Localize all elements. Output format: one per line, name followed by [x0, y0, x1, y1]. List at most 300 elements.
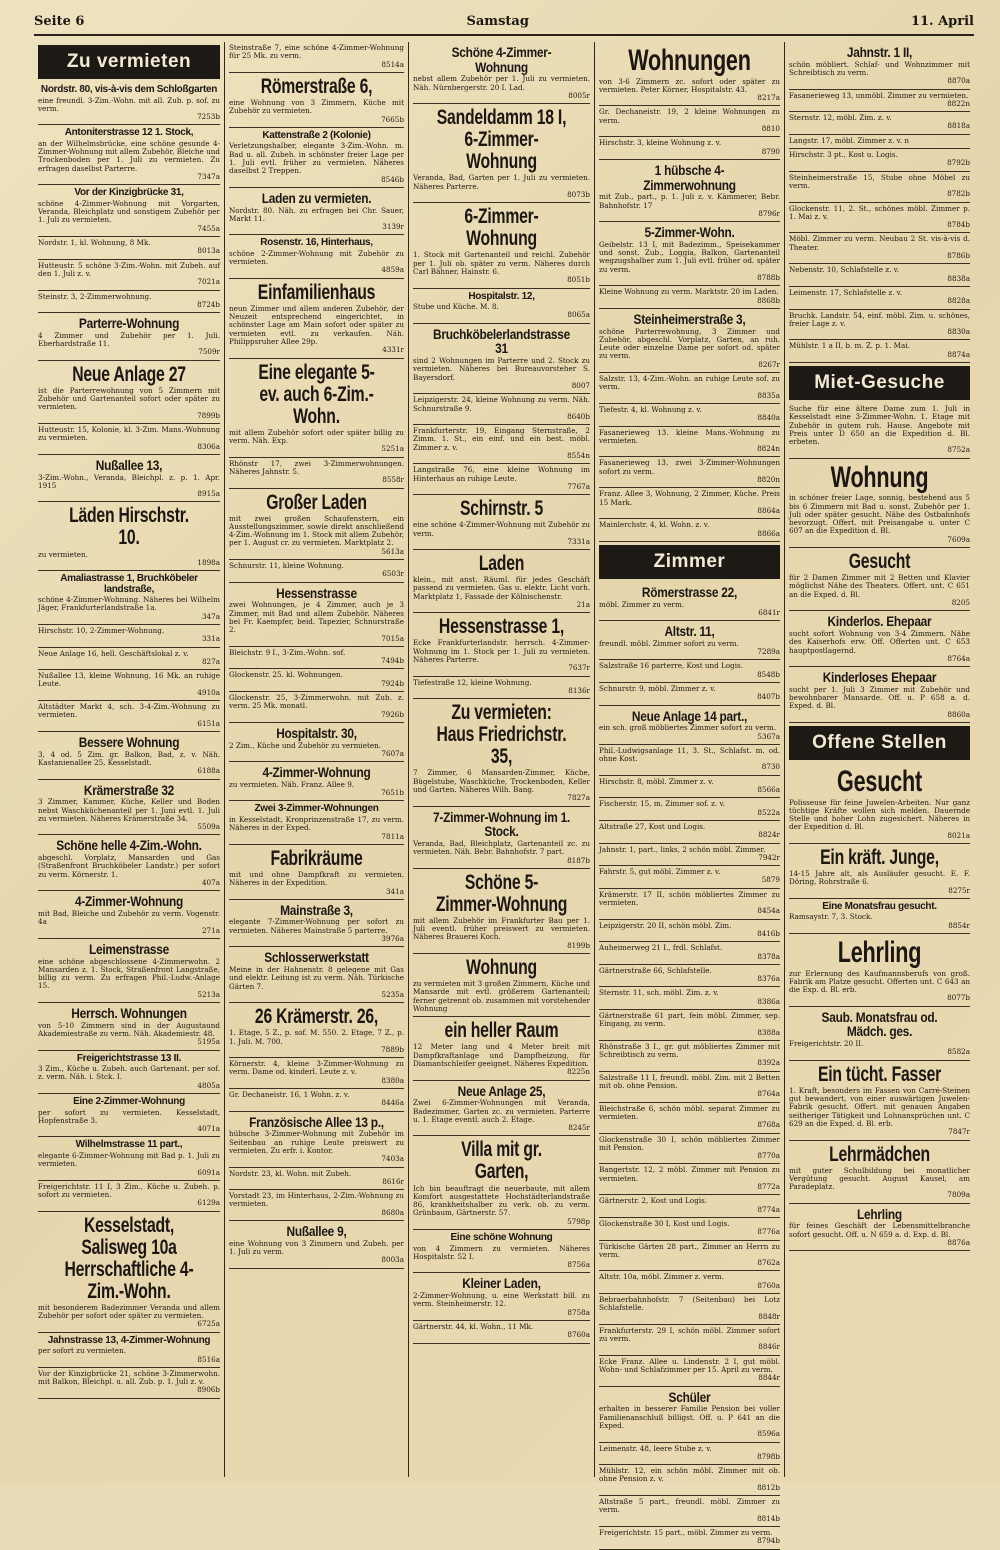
ad-headline: Steinheimerstraße 3,: [633, 310, 746, 327]
ad-reference: 8596a: [757, 1429, 780, 1439]
page-number: Seite 6: [34, 13, 85, 29]
ad-body: Hirschstr. 10, 2-Zimmer-Wohnung.: [38, 626, 165, 635]
classified-ad: [229, 188, 404, 236]
ad-headline: Wohnung: [466, 956, 537, 980]
classified-ad: [229, 947, 404, 1003]
column-1: [34, 42, 224, 1477]
ad-reference: 8835a: [757, 390, 780, 400]
classified-ad: [38, 891, 220, 939]
ad-body: 7 Zimmer, 6 Mansarden-Zimmer, Küche, Bügelstube, Waschküche, Trockenboden, Keller und Garten. Näheres Wilh. Bang.: [413, 768, 590, 794]
ad-body: Steinstr. 3, 2-Zimmerwohnung.: [38, 291, 152, 301]
ad-body: Stube und Küche. M. 8.: [413, 302, 499, 312]
classified-ad: [229, 359, 404, 458]
ad-body: 3 Zim., Küche u. Zubeh. auch Gartenant. per sof. z. verm. Näh. i. Stck. I.: [38, 1064, 220, 1082]
ad-reference: 7347a: [197, 172, 220, 182]
classified-ad: [413, 1321, 590, 1344]
ad-headline: Vor der Kinzigbrücke 31,: [74, 187, 184, 199]
ad-body: 12 Meter lang und 4 Meter breit mit Dampfkraftanlage und Dampfheizung, für Diamantschleifer geeignet. Näheres Expedition.: [413, 1042, 590, 1068]
classified-ad: [229, 458, 404, 489]
ad-headline: ein heller Raum: [444, 1019, 559, 1043]
classified-ad: [38, 732, 220, 780]
ad-body: Veranda, Bad, Bleichplatz, Gartenanteil zc. zu vermieten. Näh. Bebr. Bahnhofstr. 7 part.: [413, 838, 590, 857]
classified-ad: [599, 889, 780, 920]
ad-reference: 8245r: [568, 1123, 590, 1133]
classified-ad: [229, 1221, 404, 1269]
ad-reference: 5195a: [197, 1037, 220, 1047]
ad-headline: Laden zu vermieten.: [261, 189, 372, 206]
ad-reference: 8021a: [947, 830, 970, 840]
column-4: [594, 42, 784, 1546]
ad-reference: 8854r: [948, 920, 970, 930]
ad-headline: 7-Zimmer-Wohnung im 1. Stock.: [433, 808, 570, 840]
classified-ad: [789, 403, 970, 459]
ad-reference: 8616r: [382, 1176, 404, 1186]
classified-ad: [229, 1190, 404, 1221]
classified-ad: [599, 1241, 780, 1272]
ad-reference: 8003a: [381, 1255, 404, 1265]
ad-body: 3-Zim.-Wohn., Veranda, Bleichpl. z. p. 1. Apr. 1915: [38, 472, 220, 490]
ad-body: Salzstraße 16 parterre, Kost und Logis.: [599, 661, 744, 671]
classified-ad: [789, 287, 970, 310]
ad-reference: 8554n: [567, 451, 590, 461]
ad-reference: 7924b: [381, 678, 404, 688]
ad-reference: 4805a: [197, 1080, 220, 1090]
classified-ad: [599, 1041, 780, 1072]
ad-body: sucht per 1. Juli 3 Zimmer mit Zubehör und bewohnbarer Mansarde. Off. u. P 658 a. d. Exped. d. Bl.: [789, 684, 970, 711]
ad-reference: 7289a: [757, 647, 780, 657]
ad-body: Altstraße 5 part., freundl. möbl. Zimmer zu verm.: [599, 1497, 780, 1515]
ad-reference: 8762a: [757, 1258, 780, 1268]
ad-headline: Antoniterstrasse 12 1. Stock,: [64, 127, 194, 139]
ad-reference: 8770a: [757, 1151, 780, 1161]
classified-ad: [599, 1496, 780, 1527]
classified-ad: [599, 866, 780, 889]
classified-ad: [229, 1168, 404, 1191]
ad-body: 4 Zimmer und Zubehör per 1. Juli. Eberhardstraße 11.: [38, 330, 220, 349]
classified-ad: [38, 455, 220, 503]
ad-body: mit besonderem Badezimmer Veranda und allem Zubehör per sofort oder später zu vermieten.: [38, 1302, 220, 1321]
ad-body: zu vermieten mit 3 großen Zimmern, Küche und Mansarde mit evtl. größerem Gartenanteil; ferner getrennt ob. zusammen mit vorstehender Wohnung: [413, 979, 590, 1014]
ad-reference: 8764a: [757, 1089, 780, 1099]
ad-reference: 8844r: [758, 1373, 780, 1383]
ad-headline: Neue Anlage 27: [72, 362, 186, 386]
ad-reference: 8378a: [757, 951, 780, 961]
ad-body: schöne Parterrewohnung, 3 Zimmer und Zubehör, abgeschl. Vorplatz, Garten, an ruh. Leute oder einzelne Dame per sofort od. später zu verm.: [599, 326, 780, 361]
ad-reference: 8796r: [758, 208, 780, 218]
ad-headline: Lehrling: [857, 1205, 902, 1222]
ad-body: Gärtnerstr. 2, Kost und Logis.: [599, 1196, 708, 1206]
ad-body: ein sch. groß möbliertes Zimmer sofort zu verm.: [599, 723, 777, 733]
ad-body: Bruchk. Landstr. 54, einf. möbl. Zim. u. schönes, freier Lage z. v.: [789, 310, 970, 328]
classified-ad: [38, 670, 220, 701]
ad-body: in schöner freier Lage, sonnig, bestehend aus 5 bis 6 Zimmern mit Bad u. sonst. Zubehör per 1. Juli oder später gesucht. Nähe des Ostbahnhofs bevorzugt. Offert. mit Preisangabe u. unter C 607 an die Expedition d. Bl.: [789, 493, 970, 536]
ad-headline: Eine elegante 5- ev. auch 6-Zim.-Wohn.: [258, 360, 375, 428]
ad-body: Krämerstr. 17 II, schön möbliertes Zimmer zu vermieten.: [599, 889, 780, 908]
ad-reference: 5798p: [567, 1216, 590, 1226]
ad-headline: Gesucht: [848, 550, 911, 574]
ad-headline: 26 Krämerstr. 26,: [254, 1005, 379, 1029]
classified-ad: [599, 457, 780, 488]
ad-reference: 8407b: [757, 692, 780, 702]
ad-body: Freigerichtstr. 15 part., möbl. Zimmer zu verm.: [599, 1527, 773, 1537]
classified-ad: [599, 222, 780, 286]
ad-headline: Schüler: [668, 1388, 711, 1405]
classified-ad: [599, 427, 780, 458]
ad-body: zwei Wohnungen, je 4 Zimmer, auch je 3 Zimmer, mit Bad und allem Zubehör. Näheres bei Fr. Kaempfer, beid. Tapezier, Schnurstraße 2.: [229, 600, 404, 635]
classified-ad: [599, 683, 780, 706]
classified-ad: [413, 807, 590, 869]
ad-reference: 8818a: [947, 121, 970, 131]
ad-reference: 8558r: [382, 475, 404, 485]
classified-ad: [413, 289, 590, 324]
ad-headline: Schöne helle 4-Zim.-Wohn.: [56, 837, 202, 854]
ad-body: Ecke Frankfurterlandstr. herrsch. 4-Zimmer-Wohnung im 1. Stock per 1. Juli zu vermieten. Näheres Parterre.: [413, 638, 590, 665]
ad-reference: 8798b: [757, 1451, 780, 1461]
ad-body: mit guter Schulbildung bei monatlicher Vergütung gesucht. August Kausel, am Paradeplatz.: [789, 1165, 970, 1192]
ad-reference: 8051b: [567, 275, 590, 285]
ad-body: Mühlstr. 12, ein schön möbl. Zimmer mit ob. ohne Pension z. v.: [599, 1466, 780, 1484]
ad-body: ist die Parterrewohnung von 5 Zimmern mit Zubehör und Gartenanteil sofort oder später zu vermieten.: [38, 385, 220, 412]
classified-ad: [599, 844, 780, 867]
ad-reference: 8306a: [197, 441, 220, 451]
ad-headline: Hospitalstr. 30,: [276, 724, 357, 741]
classified-ad: [413, 869, 590, 954]
ad-body: Bleichstr. 9 I., 3-Zim.-Wohn. sof.: [229, 647, 346, 657]
ad-body: Sternstr. 12, möbl. Zim. z. v.: [789, 113, 892, 123]
ad-body: Gärtnerstr. 44, kl. Wohn., 11 Mk.: [413, 1321, 534, 1331]
ad-body: Nordstr. 1, kl. Wohnung, 8 Mk.: [38, 238, 151, 248]
ad-body: nebst allem Zubehör per 1. Juli zu vermieten. Näh. Nürnbergerstr. 20 I. Lad.: [413, 74, 590, 92]
classified-ad: [229, 235, 404, 278]
ad-body: Fasanerieweg 13, zwei 3-Zimmer-Wohnungen sofort zu verm.: [599, 458, 780, 476]
ad-reference: 8824r: [758, 830, 780, 840]
classified-ad: [413, 425, 590, 464]
ad-body: Glockenstr. 11, 2. St., schönes möbl. Zimmer p. 1. Mai z. v.: [789, 203, 970, 221]
classified-ad: [38, 1003, 220, 1051]
classified-ad: [599, 1325, 780, 1356]
ad-reference: 8752a: [947, 445, 970, 455]
ad-body: Altstraße 27, Kost und Logis.: [599, 821, 706, 831]
ad-reference: 8860a: [947, 709, 970, 719]
classified-ad: [599, 519, 780, 542]
ad-reference: 7509r: [198, 347, 220, 357]
ad-reference: 8838a: [947, 273, 970, 283]
ad-reference: 7809a: [947, 1190, 970, 1200]
ad-body: Fasanerieweg 13. kleine Mans.-Wohnung zu vermieten.: [599, 427, 780, 445]
ad-reference: 3976a: [381, 934, 404, 944]
ad-reference: 8454a: [757, 906, 780, 916]
classified-ad: [789, 135, 970, 149]
ad-body: in Kesselstadt, Kronprinzenstraße 17, zu verm. Näheres in der Exped.: [229, 814, 404, 833]
ad-body: Türkische Gärten 28 part., Zimmer an Herrn zu verm.: [599, 1241, 780, 1259]
classified-ad: [38, 82, 220, 125]
classified-ad: [599, 286, 780, 309]
ad-body: Salzstraße 11 I, freundl. möbl. Zim. mit 2 Betten mit ob. ohne Pension.: [599, 1072, 780, 1091]
page-header: [34, 8, 974, 36]
ad-headline: Römerstraße 6,: [260, 74, 373, 98]
ad-body: von 4 Zimmern zu vermieten. Näheres Hospitalstr. 52 I.: [413, 1243, 590, 1261]
column-5: [784, 42, 974, 1477]
classified-ad: [38, 835, 220, 891]
ad-body: per sofort zu vermieten. Kesselstadt, Hopfenstraße 3.: [38, 1107, 220, 1125]
ad-reference: 8205: [951, 598, 970, 607]
ad-body: Gärtnerstraße 61 part, fein möbl. Zimmer, sep. Eingang, zu verm.: [599, 1010, 780, 1029]
classified-ad: [599, 1356, 780, 1387]
classified-ad: [599, 920, 780, 943]
classified-ad: [38, 1137, 220, 1180]
ad-body: freundl. möbl. Zimmer sofort zu verm.: [599, 638, 739, 648]
ad-body: Glockenstr. 25. kl. Wohnungen.: [229, 670, 343, 680]
ad-body: Fischerstr. 15, m. Zimmer sof. z. v.: [599, 799, 725, 809]
classified-ad: [599, 488, 780, 519]
classified-ad: [229, 73, 404, 128]
ad-headline: Parterre-Wohnung: [78, 315, 180, 332]
column-2: [224, 42, 408, 1477]
ad-headline: Nußallee 13,: [95, 456, 163, 473]
classified-ad: [413, 394, 590, 425]
ad-body: Fasanerieweg 13, unmöbl. Zimmer zu vermieten.: [789, 90, 969, 100]
ad-headline: Saub. Monatsfrau od. Mädch. ges.: [821, 1008, 938, 1040]
classified-ad: [229, 723, 404, 762]
ad-reference: 8522a: [757, 807, 780, 817]
ad-body: Gr. Dechaneistr. 16, 1 Wohn. z. v.: [229, 1090, 350, 1100]
ad-headline: Lehrling: [837, 936, 922, 970]
ad-reference: 8864a: [757, 505, 780, 515]
ad-body: Leipzigerstr. 24, kleine Wohnung zu verm. Näh. Schnurstraße 9.: [413, 395, 590, 413]
ad-body: Polisseuse für feine Juwelen-Arbeiten. Nur ganz tüchtige Kräfte wollen sich melden. Dauernde Stelle und hoher Lohn zugesichert. Näheres in der Expedition d. Bl.: [789, 797, 970, 832]
ad-body: Salzstr. 13, 4-Zim.-Wohn. an ruhige Leute sof. zu verm.: [599, 374, 780, 392]
ad-headline: Wilhelmstrasse 11 part.,: [75, 1139, 183, 1151]
ad-reference: 8846r: [758, 1342, 780, 1352]
ad-reference: 7637r: [568, 663, 590, 673]
ad-headline: Laden: [478, 552, 525, 576]
ad-reference: 8758a: [567, 1307, 590, 1317]
ad-body: elegante 7-Zimmer-Wohnung per sofort zu vermieten. Näheres Mainstraße 5 parterre.: [229, 917, 404, 935]
ad-body: Fahrstr. 5, gut möbl. Zimmer z. v.: [599, 867, 721, 877]
classified-ad: [599, 106, 780, 137]
ad-reference: 7767a: [567, 481, 590, 491]
classified-ad: [229, 762, 404, 801]
ad-body: Schnurstr. 9, möbl. Zimmer z. v.: [599, 683, 716, 693]
ad-body: mit zwei großen Schaufenstern, ein Ausstellungszimmer, sowie direkt anschließend 4-Zim.-Wohnung im 1. Stock mit allem Zubehör, per 1. August cr. zu vermieten. Marktplatz 2.: [229, 513, 404, 548]
ad-body: mit allem Zubehör im Frankfurter Bau per 1. Juli eventl. früher preiswert zu vermieten. Näheres Brauerei Koch.: [413, 915, 590, 942]
ad-headline: Lehrmädchen: [829, 1142, 930, 1166]
ad-reference: 5613a: [381, 546, 404, 556]
classified-ad: [599, 42, 780, 106]
ad-body: 1. Stock mit Gartenanteil und reichl. Zubehör per 1. Juli ob. später zu verm. Näheres durch Carl Bähner, Hainstr. 6.: [413, 250, 590, 276]
ad-body: mit Bad, Bleiche und Zubehör zu verm. Vogenstr. 4a: [38, 908, 220, 927]
ad-body: Kleine Wohnung zu verm. Marktstr. 20 im Laden.: [599, 287, 779, 297]
ad-reference: 8136r: [568, 685, 590, 695]
ad-headline: Freigerichtstrasse 13 II.: [76, 1052, 182, 1064]
ad-headline: Französische Allee 13 p.,: [249, 1113, 384, 1130]
classified-ad: [599, 1527, 780, 1550]
ad-body: Langstr. 17, möbl. Zimmer z. v. n: [789, 135, 910, 145]
ad-body: Freigerichtstr. 11 I, 3 Zim., Küche u. Zubeh. p. sofort zu vermieten.: [38, 1181, 220, 1200]
ad-body: Bebraerbahnhofstr. 7 (Seitenbau) bei Lotz Schlafstelle.: [599, 1295, 780, 1313]
ad-reference: 6129a: [197, 1198, 220, 1208]
ad-reference: 8187b: [567, 855, 590, 865]
classified-ad: [599, 373, 780, 404]
ad-body: Glockenstr. 25, 3-Zimmerwohn. mit Zub. z. verm. 25 Mk. monatl.: [229, 693, 404, 711]
classified-ad: [229, 669, 404, 692]
ad-reference: 6091a: [197, 1167, 220, 1177]
ad-reference: 8392a: [757, 1058, 780, 1068]
ad-headline: Nordstr. 80, vis-à-vis dem Schloßgarten: [40, 84, 218, 95]
ad-body: 1. Etage, 5 Z., p. sof. M. 550. 2. Etage, 7 Z., p. 1. Juli. M. 700.: [229, 1028, 404, 1046]
ad-reference: 8730: [761, 762, 780, 772]
ad-headline: Hessenstrasse 1,: [438, 615, 565, 639]
ad-body: von 3-6 Zimmern zc. sofort oder später zu vermieten. Peter Körner, Hospitalstr. 43.: [599, 76, 780, 94]
classified-ad: [229, 900, 404, 948]
ad-reference: 7889b: [381, 1044, 404, 1054]
ad-reference: 8640b: [567, 411, 590, 421]
classified-ad: [38, 571, 220, 625]
classified-ad: [599, 309, 780, 373]
ad-reference: 7926b: [381, 709, 404, 719]
classified-ad: [599, 660, 780, 683]
ad-reference: 8768a: [757, 1120, 780, 1130]
ad-reference: 7847r: [948, 1127, 970, 1137]
ad-headline: Römerstrasse 22,: [641, 583, 738, 600]
classified-ad: [229, 647, 404, 670]
ad-body: Schnurstr. 11, kleine Wohnung.: [229, 561, 344, 571]
ad-body: sind 2 Wohnungen im Parterre und 2. Stock zu vermieten. Näheres bei Bureauvorsteher S. Bayersdorf.: [413, 356, 590, 382]
ad-body: neun Zimmer und allem anderen Zubehör, der Neuzeit entsprechend eingerichtet, in schönster Lage am Main sofort oder später zu vermieten evtl. zu verkaufen. Näh. Philippsruher Allee 29p.: [229, 303, 404, 347]
ad-headline: Großer Laden: [266, 490, 367, 514]
ad-body: Altstr. 10a, möbl. Zimmer z. verm.: [599, 1272, 724, 1282]
ad-reference: 8794b: [757, 1536, 780, 1546]
ad-body: möbl. Zimmer zu verm.: [599, 599, 685, 609]
ad-body: Leimenstr. 48, leere Stube z. v.: [599, 1443, 712, 1453]
ad-reference: 7253b: [197, 112, 220, 122]
ad-reference: 8446a: [381, 1098, 404, 1108]
ad-headline: 4-Zimmer-Wohnung: [74, 893, 184, 910]
ad-body: eine Wohnung von 3 Zimmern und Zubeh. per 1. Juli zu verm.: [229, 1238, 404, 1257]
classified-ad: [599, 1195, 780, 1218]
ad-reference: 5213a: [197, 989, 220, 999]
columns: [34, 42, 974, 1546]
ad-body: 3 Zimmer, Kammer, Küche, Keller und Boden nebst Waschküchenanteil per 1. Juni evtl. 1. Juli zu vermieten. Näheres Krämerstraße 34.: [38, 797, 220, 823]
ad-body: Ecke Franz. Allee u. Lindenstr. 2 I, gut möbl. Wohn- und Schlafzimmer per 15. April zu verm.: [599, 1356, 780, 1375]
ad-body: eine Wohnung von 3 Zimmern, Küche mit Zubehör zu vermieten.: [229, 97, 404, 116]
classified-ad: [38, 125, 220, 185]
classified-ad: [789, 548, 970, 611]
classified-ad: [38, 313, 220, 361]
ad-body: Nebenstr. 10, Schlafstelle z. v.: [789, 265, 900, 275]
classified-ad: [38, 1212, 220, 1333]
ad-reference: 7942r: [758, 852, 780, 862]
classified-ad: [38, 260, 220, 291]
classified-ad: [38, 701, 220, 732]
ad-body: eine schöne abgeschlossene 4-Zimmerwohn. 2 Mansarden z. 1. Stock, Straßenfront Langstraße, billig zu verm. Zu erfragen Phil.-Ludw.-Anlage 15.: [38, 956, 220, 991]
ad-reference: 3139r: [382, 222, 404, 232]
ad-body: schöne 4-Zimmer-Wohnung mit Vorgarten, Veranda, Bleichplatz und sonstigem Zubehör per 1. Juli zu vermieten.: [38, 198, 220, 225]
classified-ad: [789, 899, 970, 934]
ad-reference: 21a: [576, 600, 590, 610]
classified-ad: [789, 844, 970, 899]
classified-ad: [413, 613, 590, 676]
ad-body: Vor der Kinzigbrücke 21, schöne 3-Zimmerwohn. mit Balkon, Bleichpl. u. all. Zub. p. 1. Juli z. v.: [38, 1368, 220, 1387]
ad-headline: Mainstraße 3,: [280, 901, 353, 918]
classified-ad: [229, 489, 404, 561]
classified-ad: [38, 424, 220, 455]
classified-ad: [599, 160, 780, 222]
ad-body: Rhönstraße 3 I., gr. gut möbliertes Zimmer mit Schreibtisch zu verm.: [599, 1041, 780, 1060]
ad-body: Glockenstraße 30 I, schön möbliertes Zimmer mit Pension.: [599, 1134, 780, 1152]
ad-reference: 7607a: [381, 748, 404, 758]
ad-headline: Hessenstrasse: [276, 584, 357, 601]
ad-reference: 8005r: [568, 90, 590, 100]
ad-headline: Nußallee 9,: [286, 1223, 347, 1240]
ad-headline: Kinderloses Ehepaar: [822, 669, 937, 686]
ad-reference: 8840a: [757, 413, 780, 423]
ad-body: Rhönstr 17, zwei 3-Zimmerwohnungen. Näheres Jahnstr. 5.: [229, 458, 404, 476]
ad-reference: 8784b: [947, 220, 970, 230]
classified-ad: [599, 404, 780, 427]
ad-body: hübsche 3-Zimmer-Wohnung mit Zubehör im Seitenbau an ruhige Leute preiswert zu vermieten. Zu erfr. i. Kontor.: [229, 1129, 404, 1155]
classified-ad: [38, 939, 220, 1003]
ad-body: Mainlerchstr. 4, kl. Wohn. z. v.: [599, 520, 710, 530]
ad-headline: Altstr. 11,: [664, 623, 715, 640]
ad-reference: 8828a: [947, 296, 970, 306]
ad-body: Jahnstr. 1, part., links, 2 schön möbl. Zimmer.: [599, 844, 766, 854]
ad-reference: 8760a: [757, 1280, 780, 1290]
ad-headline: Ein kräft. Junge,: [820, 846, 939, 870]
classified-ad: [789, 112, 970, 135]
ad-body: Ich bin beauftragt die neuerbaute, mit allem Komfort ausgestattete Hochstädterlandstraße 86, krankheitshalber zu verk. ob. zu verm. Grünbaum, Gärtnerstr. 57.: [413, 1183, 590, 1218]
ad-headline: 6-Zimmer-Wohnung: [464, 205, 539, 251]
ad-reference: 8772a: [757, 1182, 780, 1192]
classified-ad: [229, 692, 404, 723]
ad-body: schöne 2-Zimmer-Wohnung mit Zubehör zu vermieten.: [229, 248, 404, 267]
classified-ad: [599, 1164, 780, 1195]
ad-body: Suche für eine ältere Dame zum 1. Juli in Kesselstadt eine 3-Zimmer-Wohn. 1. Etage mit Zubehör in gutem ruh. Hause. Angebote mit Preis unter D 650 an die Expedition d. Bl. erbeten.: [789, 404, 970, 447]
ad-body: 2-Zimmer-Wohnung, u. eine Werkstatt bill. zu verm. Steinheimerstr. 12.: [413, 1291, 590, 1309]
classified-ad: [789, 172, 970, 203]
classified-ad: [789, 763, 970, 844]
ad-body: Bangertstr. 12, 2 möbl. Zimmer mit Pension zu vermieten.: [599, 1165, 780, 1183]
classified-ad: [38, 1051, 220, 1094]
classified-ad: [789, 611, 970, 667]
ad-reference: 5509a: [197, 822, 220, 832]
ad-reference: 8386a: [757, 996, 780, 1006]
classified-ad: [38, 625, 220, 648]
ad-reference: 5235a: [381, 989, 404, 999]
ad-reference: 5251a: [381, 444, 404, 454]
classified-ad: [789, 459, 970, 548]
ad-headline: Kattenstraße 2 (Kolonie): [262, 129, 371, 141]
classified-ad: [229, 845, 404, 900]
ad-headline: Krämerstraße 32: [83, 781, 175, 798]
ad-headline: Wohnung: [830, 460, 929, 494]
ad-reference: 8199b: [567, 940, 590, 950]
classified-ad: [229, 42, 404, 73]
ad-body: Hutteustr. 15, Kolonie, kl. 3-Zim. Mans.-Wohnung zu vermieten.: [38, 424, 220, 443]
classified-ad: [599, 942, 780, 965]
ad-reference: 8267r: [758, 359, 780, 369]
ad-headline: Kinderlos. Ehepaar: [827, 613, 932, 630]
ad-body: von 5-10 Zimmern sind in der Augustaund Akademiestraße zu verm. Näh. Akademiestr. 48.: [38, 1020, 220, 1039]
ad-reference: 8866a: [757, 528, 780, 538]
classified-ad: [599, 706, 780, 745]
ad-headline: Jahnstr. 1 II,: [846, 44, 913, 60]
ad-body: abgeschl. Vorplatz, Mansarden und Gas (Straßenfront Bruchköbeler Landstr.) per sofort zu verm. Körnerstr. 1.: [38, 853, 220, 879]
ad-body: Tiefestr. 4, kl. Wohnung z. v.: [599, 404, 702, 414]
ad-reference: 8876a: [947, 1238, 970, 1248]
classified-ad: [229, 1003, 404, 1058]
classified-ad: [38, 185, 220, 237]
